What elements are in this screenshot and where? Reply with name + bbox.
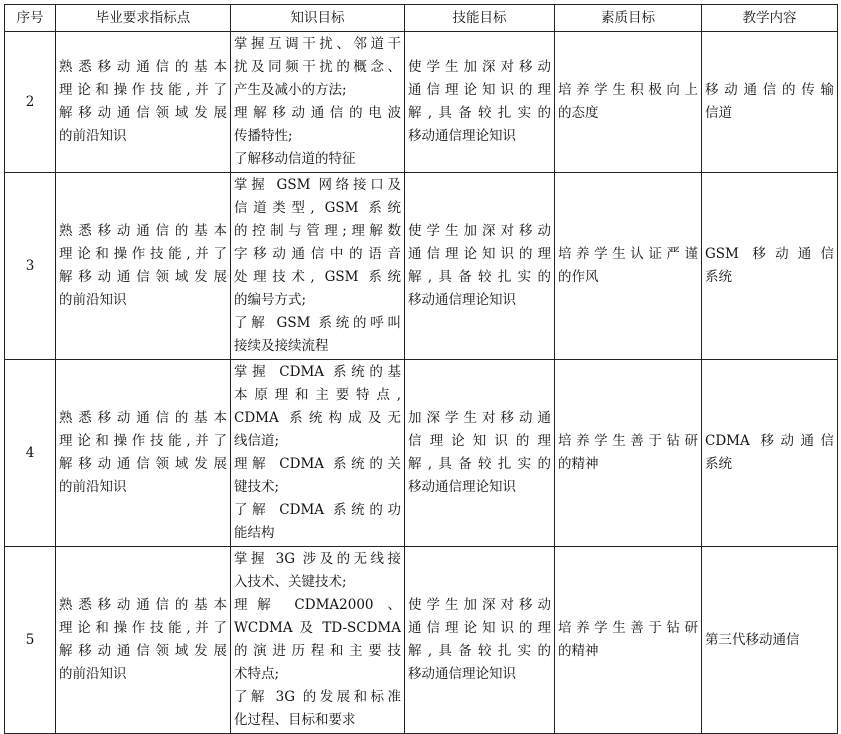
cell-line: 的前沿知识 — [59, 292, 127, 308]
cell-line: 解,具备较扎实的 — [408, 643, 551, 659]
cell-skill-goal — [405, 32, 555, 173]
cell-quality-goal — [555, 547, 702, 734]
cell-teaching-content — [702, 173, 838, 360]
cell-line: 了解移动信道的特征 — [234, 151, 356, 167]
cell-line: 的编号方式; — [234, 292, 307, 308]
header-skill-goal: 技能目标 — [405, 5, 555, 32]
cell-line: 解移动通信领域发展 — [59, 105, 227, 121]
cell-line: 移动通信理论知识 — [408, 479, 516, 495]
cell-line: 的演进历程和主要技 — [234, 643, 401, 659]
cell-line: 了解 3G 的发展和标准 — [234, 689, 401, 705]
cell-line: 信道 — [705, 105, 732, 121]
cell-line: 解,具备较扎实的 — [408, 105, 551, 121]
cell-line: 的精神 — [558, 643, 599, 659]
cell-index: 5 — [5, 547, 56, 734]
cell-line: 移动通信理论知识 — [408, 666, 516, 682]
header-knowledge-goal: 知识目标 — [231, 5, 405, 32]
cell-line: 扰及同频干扰的概念、 — [234, 59, 401, 75]
cell-line: 培养学生认证严谨 — [558, 246, 698, 262]
cell-line: 术特点; — [234, 666, 280, 682]
cell-line: 理解移动通信的电波 — [234, 105, 401, 121]
cell-line: 接续及接续流程 — [234, 338, 329, 354]
cell-line: 移动通信理论知识 — [408, 128, 516, 144]
cell-line: 使学生加深对移动 — [408, 597, 551, 613]
cell-teaching-content — [702, 547, 838, 734]
cell-line: 解,具备较扎实的 — [408, 269, 551, 285]
cell-teaching-content — [702, 32, 838, 173]
cell-line: 第三代移动通信 — [705, 631, 800, 648]
cell-knowledge-goal — [231, 32, 405, 173]
cell-line: 系统 — [705, 456, 732, 472]
cell-line: 培养学生善于钻研 — [558, 620, 698, 636]
cell-line: 的前沿知识 — [59, 666, 127, 682]
cell-line: CDMA 移动通信 — [705, 433, 834, 449]
header-row — [5, 5, 838, 32]
cell-line: 理论和操作技能,并了 — [59, 620, 227, 636]
cell-line: 信道类型, GSM 系统 — [234, 200, 401, 216]
cell-line: 产生及减小的方法; — [234, 82, 347, 98]
cell-line: 通信理论知识的理 — [408, 620, 551, 636]
cell-line: 掌握 3G 涉及的无线接 — [234, 551, 401, 567]
header-quality-goal: 素质目标 — [555, 5, 702, 32]
cell-line: 移动通信理论知识 — [408, 292, 516, 308]
header-index: 序号 — [5, 5, 56, 32]
cell-line: 解,具备较扎实的 — [408, 456, 551, 472]
cell-line: 通信理论知识的理 — [408, 246, 551, 262]
cell-line: 化过程、目标和要求 — [234, 712, 356, 728]
cell-knowledge-goal — [231, 173, 405, 360]
cell-line: 熟悉移动通信的基本 — [59, 59, 227, 75]
cell-line: 处理技术, GSM 系统 — [234, 269, 401, 285]
cell-knowledge-goal — [231, 547, 405, 734]
cell-line: 信理论知识的理 — [408, 433, 551, 449]
cell-line: 理解 CDMA2000 、 — [234, 597, 401, 613]
cell-line: 字移动通信中的语音 — [234, 246, 401, 262]
cell-line: 通信理论知识的理 — [408, 82, 551, 98]
cell-line: 掌握 GSM 网络接口及 — [234, 177, 401, 193]
cell-line: 线信道; — [234, 433, 280, 449]
cell-line: 理论和操作技能,并了 — [59, 246, 227, 262]
cell-line: CDMA 系统构成及无 — [234, 410, 401, 426]
cell-line: 解移动通信领域发展 — [59, 643, 227, 659]
cell-quality-goal — [555, 32, 702, 173]
cell-graduation-requirement — [56, 173, 231, 360]
cell-teaching-content — [702, 360, 838, 547]
cell-line: 的态度 — [558, 105, 599, 121]
cell-line: 移动通信的传输 — [705, 82, 834, 98]
cell-line: 理解 CDMA 系统的关 — [234, 456, 401, 472]
cell-line: 熟悉移动通信的基本 — [59, 223, 227, 239]
cell-graduation-requirement — [56, 32, 231, 173]
cell-line: 能结构 — [234, 525, 275, 541]
header-graduation-requirement: 毕业要求指标点 — [56, 5, 231, 32]
cell-line: 熟悉移动通信的基本 — [59, 597, 227, 613]
cell-line: 加深学生对移动通 — [408, 410, 551, 426]
cell-line: 传播特性; — [234, 128, 293, 144]
cell-line: 了解 GSM 系统的呼叫 — [234, 315, 401, 331]
cell-knowledge-goal — [231, 360, 405, 547]
cell-line: 理论和操作技能,并了 — [59, 82, 227, 98]
cell-skill-goal — [405, 173, 555, 360]
cell-index: 2 — [5, 32, 56, 173]
table-row — [5, 173, 838, 360]
cell-skill-goal — [405, 547, 555, 734]
cell-line: 培养学生积极向上 — [558, 82, 698, 98]
cell-line: 掌握 CDMA 系统的基 — [234, 364, 401, 380]
cell-skill-goal — [405, 360, 555, 547]
cell-line: WCDMA 及 TD-SCDMA — [234, 620, 401, 636]
cell-line: 解移动通信领域发展 — [59, 269, 227, 285]
table-row — [5, 547, 838, 734]
cell-line: 使学生加深对移动 — [408, 223, 551, 239]
cell-line: GSM 移动通信 — [705, 246, 834, 262]
cell-line: 掌握互调干扰、邻道干 — [234, 36, 401, 52]
cell-graduation-requirement — [56, 547, 231, 734]
cell-line: 理论和操作技能,并了 — [59, 433, 227, 449]
cell-line: 使学生加深对移动 — [408, 59, 551, 75]
cell-line: 了解 CDMA 系统的功 — [234, 502, 401, 518]
curriculum-table — [4, 4, 838, 734]
cell-quality-goal — [555, 173, 702, 360]
cell-line: 本原理和主要特点, — [234, 387, 401, 403]
cell-line: 的控制与管理;理解数 — [234, 223, 401, 239]
header-teaching-content: 教学内容 — [702, 5, 838, 32]
cell-line: 解移动通信领域发展 — [59, 456, 227, 472]
cell-line: 培养学生善于钻研 — [558, 433, 698, 449]
cell-index: 3 — [5, 173, 56, 360]
cell-line: 键技术; — [234, 479, 280, 495]
cell-quality-goal — [555, 360, 702, 547]
table-row — [5, 32, 838, 173]
cell-line: 熟悉移动通信的基本 — [59, 410, 227, 426]
cell-line: 系统 — [705, 269, 732, 285]
cell-line: 的前沿知识 — [59, 479, 127, 495]
table-row — [5, 360, 838, 547]
cell-graduation-requirement — [56, 360, 231, 547]
cell-line: 的精神 — [558, 456, 599, 472]
cell-line: 入技术、关键技术; — [234, 574, 347, 590]
cell-index: 4 — [5, 360, 56, 547]
cell-line: 的作风 — [558, 269, 599, 285]
cell-line: 的前沿知识 — [59, 128, 127, 144]
